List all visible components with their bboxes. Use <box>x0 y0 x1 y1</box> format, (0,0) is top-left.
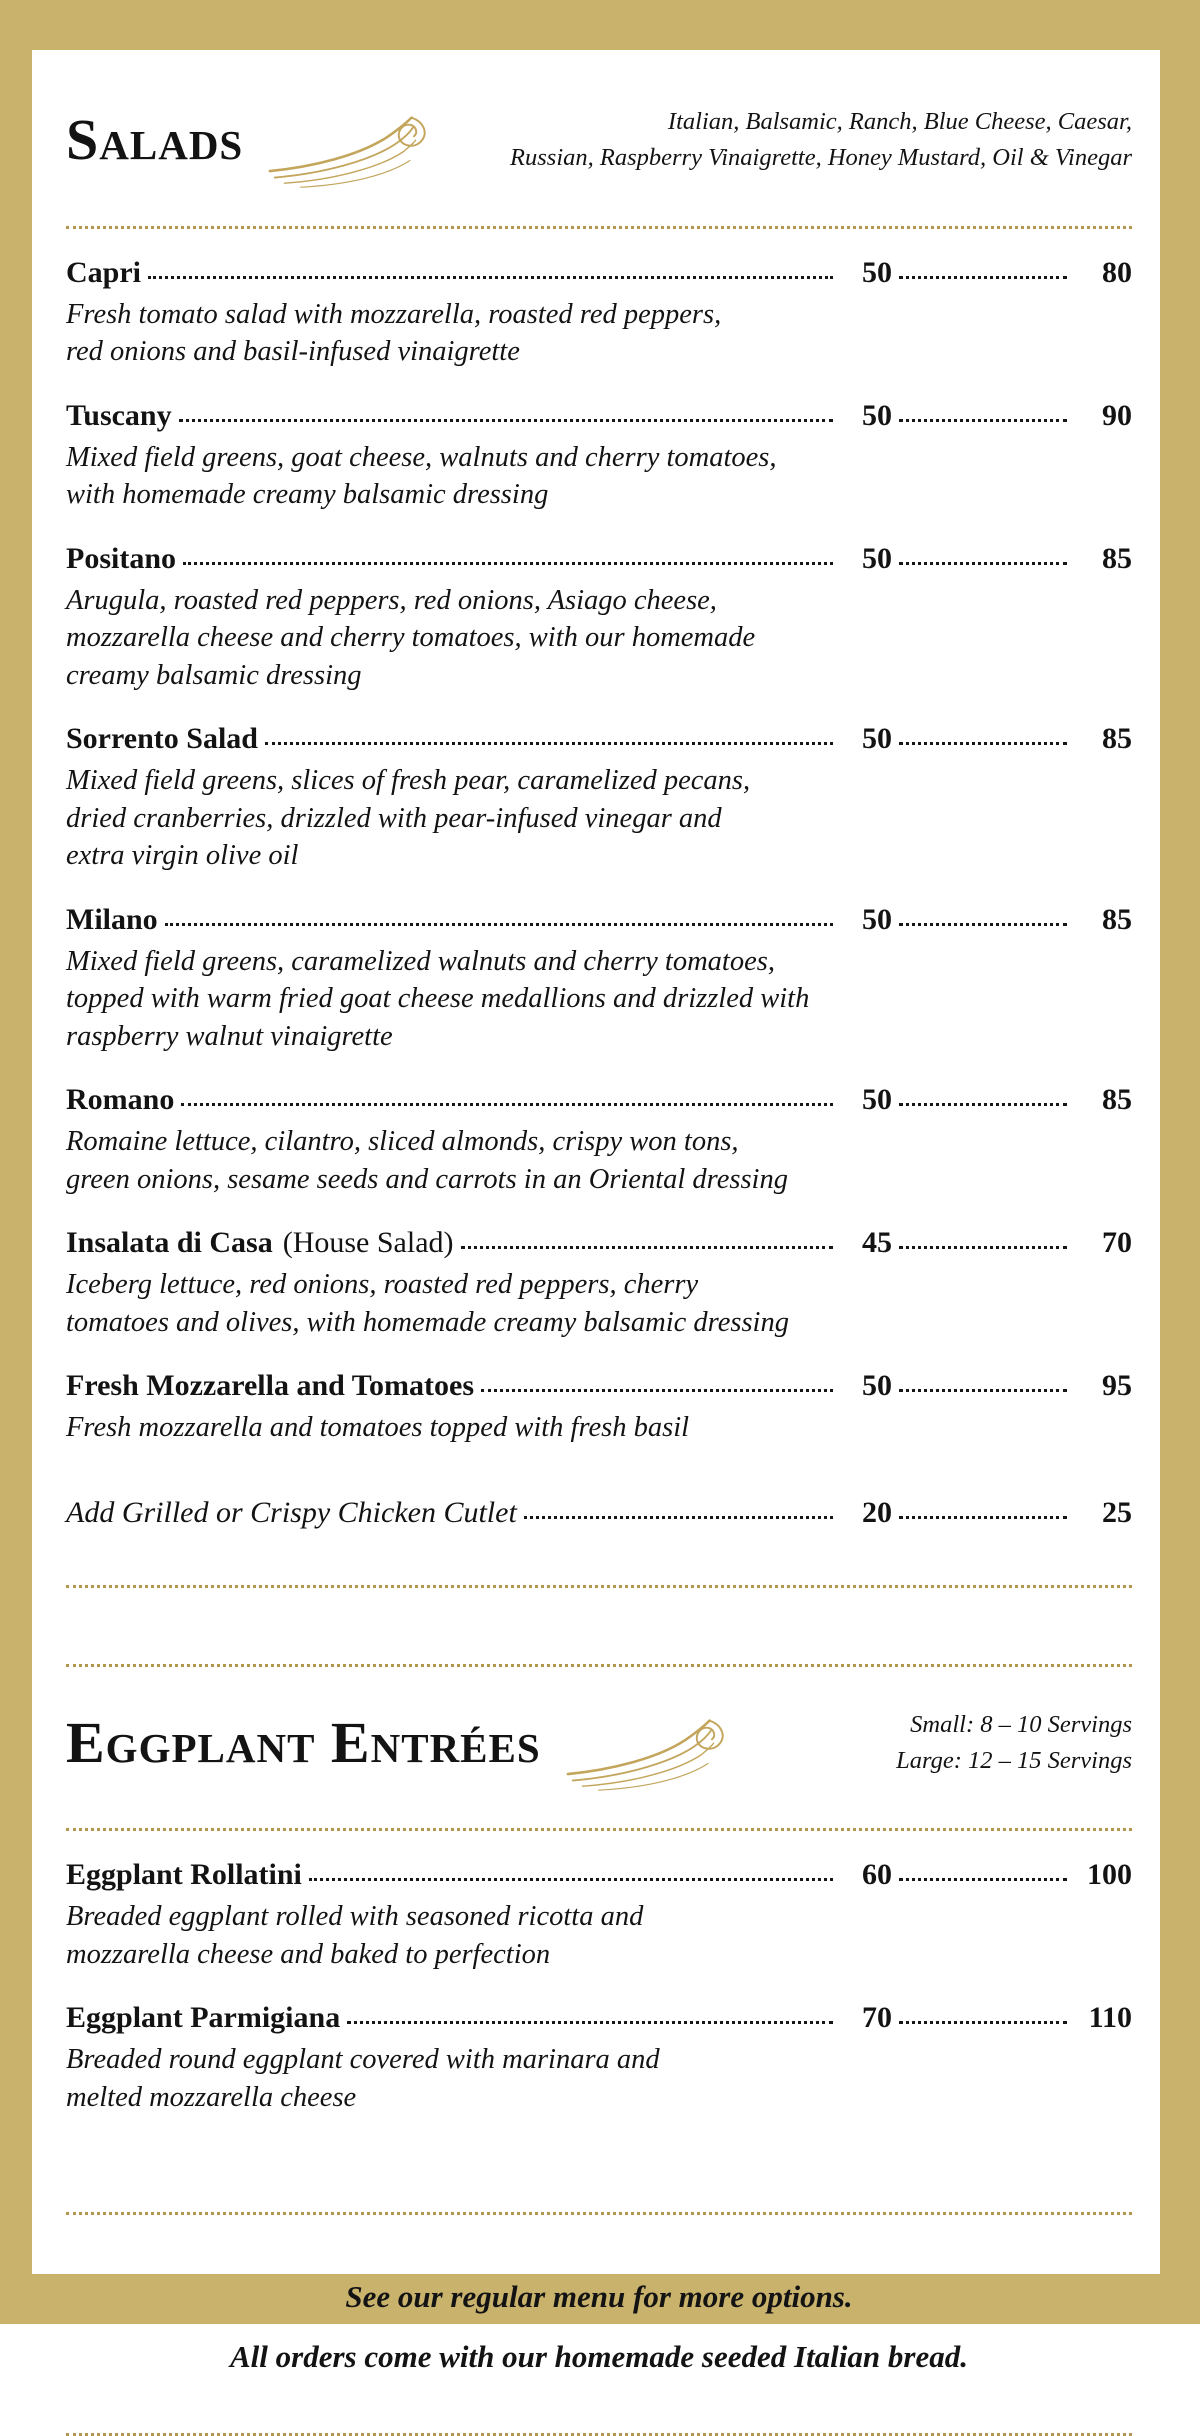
dot-leader <box>899 2021 1067 2024</box>
dot-leader <box>183 562 833 565</box>
menu-item-description <box>66 582 1132 695</box>
menu-item-price-small: 50 <box>862 398 892 432</box>
menu-item <box>66 721 1132 875</box>
menu-item-description-line: Mixed field greens, goat cheese, walnuts and cherry tomatoes, <box>66 441 777 473</box>
section-title: Eggplant Entrées <box>66 1709 541 1775</box>
section-note-line: Russian, Raspberry Vinaigrette, Honey Mustard, Oil & Vinegar <box>510 143 1132 171</box>
section-title-group <box>66 1675 733 1811</box>
menu-item-name: Sorrento Salad <box>66 722 258 756</box>
footer-line: All orders come with our homemade seeded Italian bread. <box>230 2339 968 2375</box>
menu-item-description <box>66 762 1132 875</box>
menu-item-price-large: 85 <box>1102 1083 1132 1117</box>
menu-item-name: Tuscany <box>66 398 172 432</box>
menu-item-description-line: raspberry walnut vinaigrette <box>66 1020 393 1052</box>
section-header-eggplant-entrees <box>66 1667 1132 1829</box>
menu-item-price-large: 95 <box>1102 1369 1132 1403</box>
dot-leader <box>899 562 1067 565</box>
menu-item <box>66 1368 1132 1447</box>
swirl-flourish-icon <box>563 1712 733 1794</box>
menu-item-name: Eggplant Parmigiana <box>66 2001 341 2035</box>
menu-item <box>66 2000 1132 2116</box>
menu-item-description-line: green onions, sesame seeds and carrots in an Oriental dressing <box>66 1163 788 1195</box>
menu-item-description-line: Iceberg lettuce, red onions, roasted red peppers, cherry <box>66 1269 699 1301</box>
menu-item-description-line: melted mozzarella cheese <box>66 2081 357 2113</box>
menu-item-title-row <box>66 398 1132 434</box>
menu-item <box>66 398 1132 514</box>
section-eggplant-entrees <box>66 1664 1132 2216</box>
menu-item-description-line: Breaded round eggplant covered with marinara and <box>66 2044 660 2076</box>
dot-leader <box>899 1389 1067 1392</box>
dot-leader <box>899 1516 1067 1519</box>
menu-item-description-line: extra virgin olive oil <box>66 840 299 872</box>
menu-item-description <box>66 1898 1132 1973</box>
menu-item <box>66 255 1132 371</box>
menu-item-title-row <box>66 2000 1132 2036</box>
section-gap <box>66 1588 1132 1664</box>
dot-leader <box>309 1878 833 1881</box>
menu-item-name: Insalata di Casa <box>66 1226 273 1260</box>
menu-item-name: Eggplant Rollatini <box>66 1858 302 1892</box>
menu-item-description-line: Mixed field greens, caramelized walnuts and cherry tomatoes, <box>66 945 775 977</box>
menu-item-price-large: 25 <box>1102 1495 1132 1529</box>
menu-item-price-small: 50 <box>862 902 892 936</box>
section-title-group <box>66 72 435 208</box>
footer-line: See our regular menu for more options. <box>345 2279 853 2315</box>
dot-leader <box>181 1103 833 1106</box>
dot-leader <box>899 419 1067 422</box>
menu-item-description-line: topped with warm fried goat cheese medallions and drizzled with <box>66 983 810 1015</box>
menu-item-price-large: 70 <box>1102 1226 1132 1260</box>
menu-footer <box>66 2215 1132 2433</box>
menu-item-description-line: Arugula, roasted red peppers, red onions, Asiago cheese, <box>66 584 717 616</box>
menu-item-description-line: tomatoes and olives, with homemade creamy balsamic dressing <box>66 1306 789 1338</box>
menu-item-description-line: Fresh mozzarella and tomatoes topped with fresh basil <box>66 1412 690 1444</box>
section-note <box>510 104 1132 176</box>
menu-item-name: Romano <box>66 1083 175 1117</box>
dot-leader <box>265 742 833 745</box>
menu-item-description <box>66 439 1132 514</box>
menu-item-description <box>66 1123 1132 1198</box>
menu-item-description-line: creamy balsamic dressing <box>66 659 362 691</box>
menu-item-price-small: 60 <box>862 1858 892 1892</box>
dot-leader <box>899 742 1067 745</box>
menu-content <box>32 50 1160 2436</box>
menu-item-title-row <box>66 255 1132 291</box>
menu-item-name: Fresh Mozzarella and Tomatoes <box>66 1369 475 1403</box>
menu-item-description <box>66 943 1132 1056</box>
dot-leader <box>899 1246 1067 1249</box>
menu-item <box>66 902 1132 1056</box>
section-note <box>896 1707 1132 1779</box>
menu-item-description-line: Breaded eggplant rolled with seasoned ricotta and <box>66 1901 644 1933</box>
menu-item-price-small: 50 <box>862 541 892 575</box>
menu-item-title-row <box>66 902 1132 938</box>
menu-item-name: Positano <box>66 541 177 575</box>
swirl-flourish-icon <box>265 109 435 191</box>
menu-item <box>66 1225 1132 1341</box>
menu-item-title-row <box>66 1857 1132 1893</box>
dot-leader <box>524 1516 833 1519</box>
menu-item-description <box>66 2041 1132 2116</box>
menu-item-name: Milano <box>66 902 158 936</box>
menu-item-description-line: mozzarella cheese and baked to perfection <box>66 1938 551 1970</box>
menu-item-price-large: 110 <box>1088 2001 1132 2035</box>
menu-item-price-large: 90 <box>1102 398 1132 432</box>
menu-item-price-small: 50 <box>862 1369 892 1403</box>
menu-item <box>66 1082 1132 1198</box>
menu-items <box>66 229 1132 1585</box>
menu-item-description <box>66 1266 1132 1341</box>
menu-item-price-large: 85 <box>1102 722 1132 756</box>
dot-leader <box>899 923 1067 926</box>
dot-leader <box>899 1878 1067 1881</box>
menu-item-description-line: Romaine lettuce, cilantro, sliced almonds, crispy won tons, <box>66 1126 739 1158</box>
menu-item-description-line: dried cranberries, drizzled with pear-infused vinegar and <box>66 802 722 834</box>
menu-item-description <box>66 1409 1132 1447</box>
menu-item-name: Capri <box>66 255 141 289</box>
section-note-line: Large: 12 – 15 Servings <box>896 1746 1132 1774</box>
menu-item-price-large: 85 <box>1102 902 1132 936</box>
menu-item-name: Add Grilled or Crispy Chicken Cutlet <box>66 1495 517 1529</box>
menu-item-title-row <box>66 1082 1132 1118</box>
menu-item-price-large: 100 <box>1087 1858 1132 1892</box>
menu-item-description-line: red onions and basil-infused vinaigrette <box>66 336 520 368</box>
menu-item-description-line: with homemade creamy balsamic dressing <box>66 479 549 511</box>
menu-item-price-large: 80 <box>1102 255 1132 289</box>
menu-item-title-row <box>66 721 1132 757</box>
menu-item-title-row <box>66 1225 1132 1261</box>
menu-item-description-line: Fresh tomato salad with mozzarella, roasted red peppers, <box>66 298 722 330</box>
menu-item-price-small: 50 <box>862 255 892 289</box>
menu-item-price-small: 20 <box>862 1495 892 1529</box>
menu-item <box>66 1857 1132 1973</box>
menu-items <box>66 1831 1132 2212</box>
menu-item <box>66 1495 1132 1531</box>
menu-item-price-small: 45 <box>862 1226 892 1260</box>
section-header-salads <box>66 64 1132 226</box>
section-note-line: Small: 8 – 10 Servings <box>910 1710 1132 1738</box>
menu-item <box>66 541 1132 695</box>
dot-leader <box>899 276 1067 279</box>
menu-item-price-small: 70 <box>862 2001 892 2035</box>
menu-item-title-row <box>66 541 1132 577</box>
menu-item-description-line: mozzarella cheese and cherry tomatoes, with our homemade <box>66 622 756 654</box>
menu-item-price-small: 50 <box>862 722 892 756</box>
dot-leader <box>148 276 833 279</box>
menu-item-price-large: 85 <box>1102 541 1132 575</box>
menu-item-title-row <box>66 1495 1132 1531</box>
menu-item-name-suffix: (House Salad) <box>282 1226 454 1260</box>
dot-leader <box>461 1246 833 1249</box>
dot-leader <box>165 923 833 926</box>
dot-leader <box>899 1103 1067 1106</box>
dot-leader <box>179 419 833 422</box>
section-title: Salads <box>66 106 244 172</box>
menu-item-description-line: Mixed field greens, slices of fresh pear, caramelized pecans, <box>66 765 751 797</box>
menu-item-price-small: 50 <box>862 1083 892 1117</box>
section-note-line: Italian, Balsamic, Ranch, Blue Cheese, Caesar, <box>667 107 1132 135</box>
section-salads <box>66 64 1132 1588</box>
dot-leader <box>347 2021 833 2024</box>
dot-leader <box>481 1389 833 1392</box>
menu-item-title-row <box>66 1368 1132 1404</box>
menu-item-description <box>66 296 1132 371</box>
